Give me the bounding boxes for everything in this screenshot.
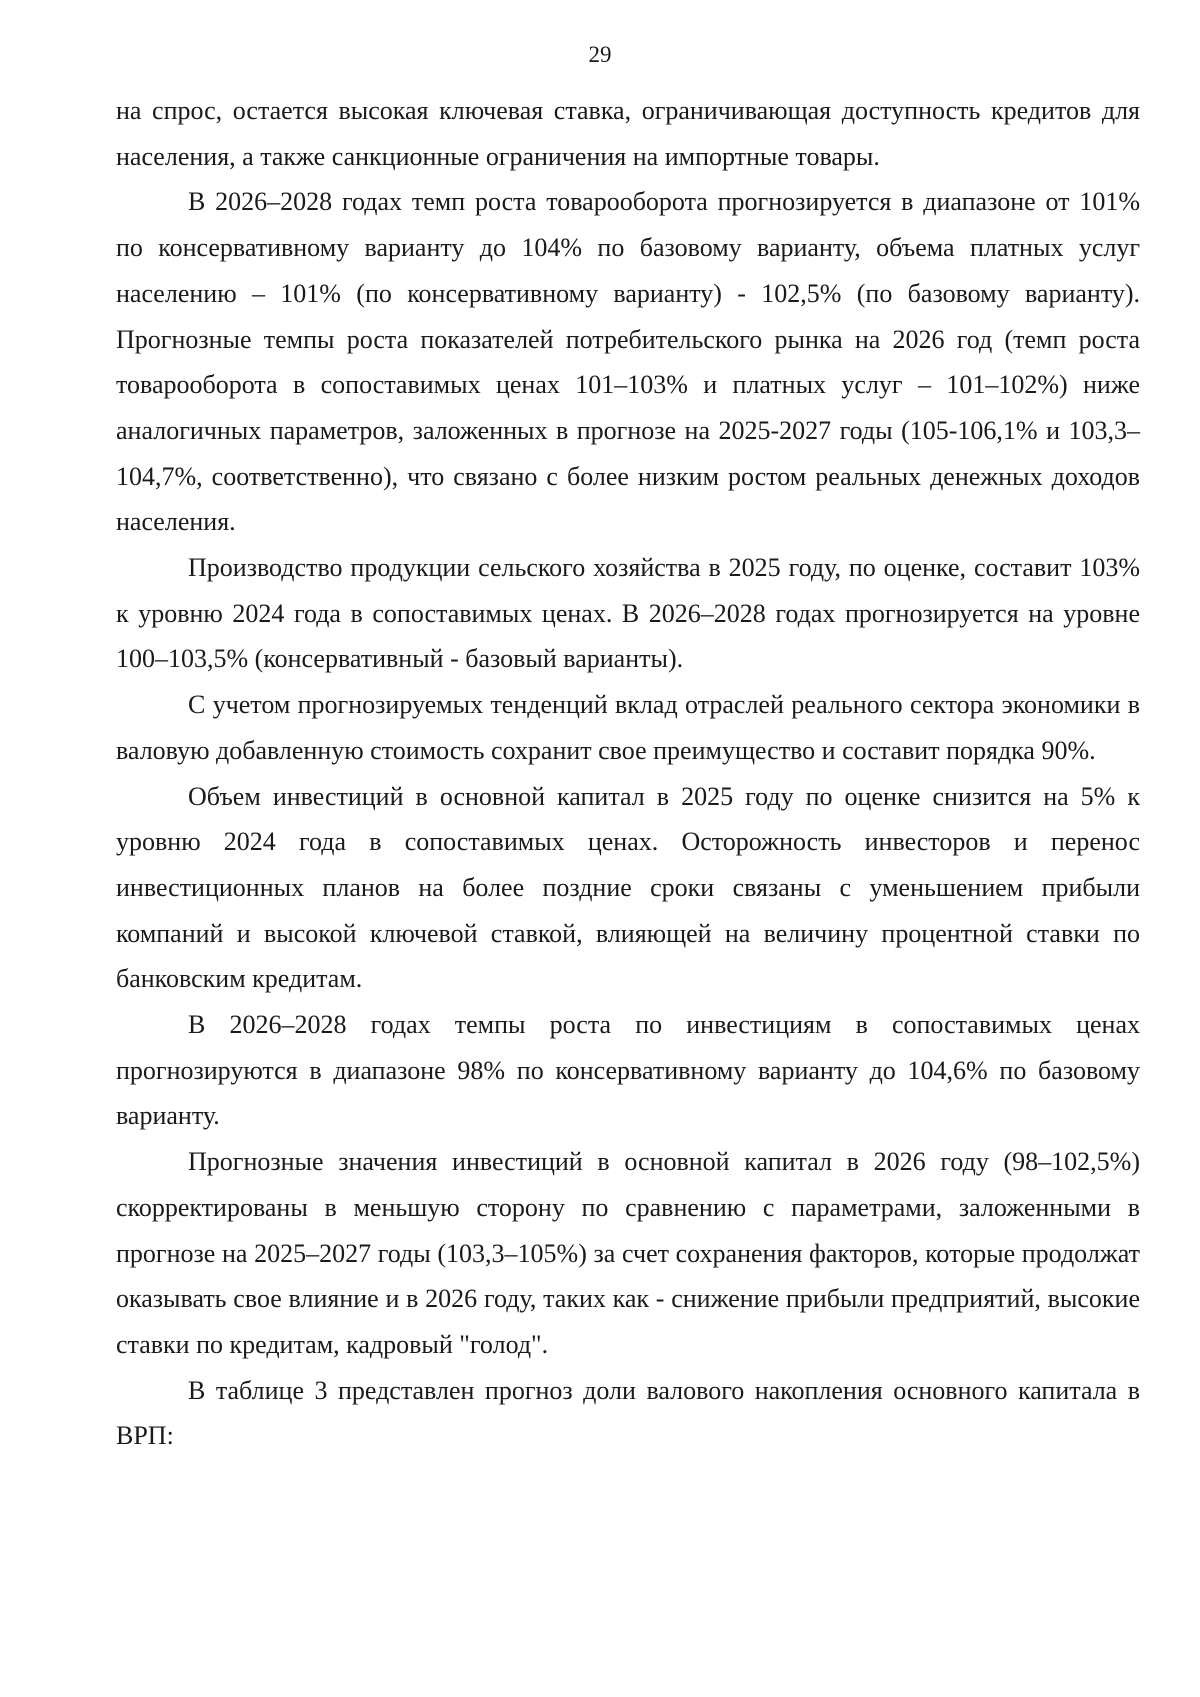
paragraph-1: на спрос, остается высокая ключевая ставка, ограничивающая доступность кредитов для населения, а также санкционные ограничения на импортные товары. <box>116 96 1140 171</box>
paragraph-4: С учетом прогнозируемых тенденций вклад отраслей реального сектора экономики в валовую добавленную стоимость сохранит свое преимущество и составит порядка 90%. <box>116 690 1140 765</box>
paragraph-6: В 2026–2028 годах темпы роста по инвестициям в сопоставимых ценах прогнозируются в диапазоне 98% по консервативному варианту до 104,6% по базовому варианту. <box>116 1010 1140 1131</box>
paragraph-8: В таблице 3 представлен прогноз доли валового накопления основного капитала в ВРП: <box>116 1375 1140 1451</box>
paragraph-3: Производство продукции сельского хозяйства в 2025 году, по оценке, составит 103% к уровню 2024 года в сопоставимых ценах. В 2026–2028 годах прогнозируется на уровне 100–103,5% (консервативный - базовый варианты). <box>116 553 1140 674</box>
page-number: 29 <box>588 42 612 67</box>
document-body <box>116 88 1140 1459</box>
paragraph-2: В 2026–2028 годах темп роста товарооборота прогнозируется в диапазоне от 101% по консервативному варианту до 104% по базовому варианту, объема платных услуг населению – 101% (по консервативному варианту) - 102,5% (по базовому варианту). Прогнозные темпы роста показателей потребительского рынка на 2026 год (темп роста товарооборота в сопоставимых ценах 101–103% и платных услуг – 101–102%) ниже аналогичных параметров, заложенных в прогнозе на 2025-2027 годы (105-106,1% и 103,3–104,7%, соответственно), что связано с более низким ростом реальных денежных доходов населения. <box>116 187 1140 537</box>
paragraph-7: Прогнозные значения инвестиций в основной капитал в 2026 году (98–102,5%) скорректированы в меньшую сторону по сравнению с параметрами, заложенными в прогнозе на 2025–2027 годы (103,3–105%) за счет сохранения факторов, которые продолжат оказывать свое влияние и в 2026 году, таких как - снижение прибыли предприятий, высокие ставки по кредитам, кадровый "голод". <box>116 1147 1140 1359</box>
paragraph-5: Объем инвестиций в основной капитал в 2025 году по оценке снизится на 5% к уровню 2024 года в сопоставимых ценах. Осторожность инвесторов и перенос инвестиционных планов на более поздние сроки связаны с уменьшением прибыли компаний и высокой ключевой ставкой, влияющей на величину процентной ставки по банковским кредитам. <box>116 781 1140 994</box>
